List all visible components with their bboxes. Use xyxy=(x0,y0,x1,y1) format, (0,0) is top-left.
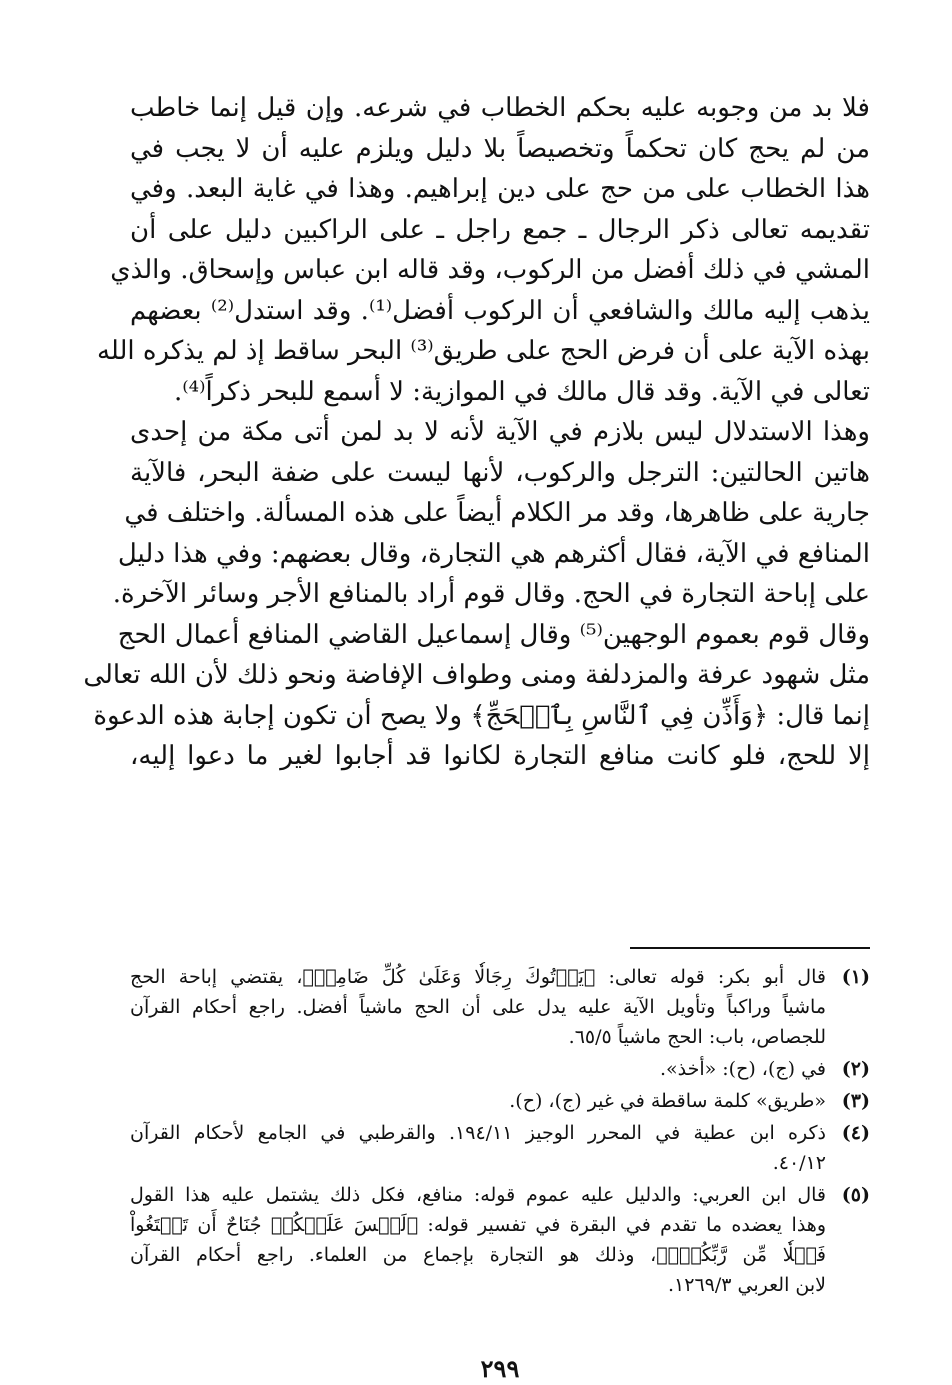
footnote-body xyxy=(130,1086,826,1116)
body-line: إنما قال: ﴿وَأَذِّن فِي ٱلنَّاسِ بِٱلۡحَجِّ﴾ ولا يصح أن تكون إجابة هذه الدعوة xyxy=(93,700,870,731)
footnotes xyxy=(130,962,870,1302)
body-line: بهذه الآية على أن فرض الحج على طريق⁽³⁾ البحر ساقط إذ لم يذكره الله xyxy=(96,336,870,366)
footnote xyxy=(130,962,870,1052)
body-line: فلا بد من وجوبه عليه بحكم الخطاب في شرعه. وإن قيل إنما خاطب xyxy=(130,93,870,123)
footnote-body xyxy=(130,1054,826,1084)
footnote-line: قال ابن العربي: والدليل عليه عموم قوله: منافع، فكل ذلك يشتمل عليه هذا القول xyxy=(130,1184,826,1206)
footnote-number: (٥) xyxy=(841,1184,870,1206)
footnote-line: وهذا يعضده ما تقدم في البقرة في تفسير قوله: ﴿لَيۡسَ عَلَيۡكُمۡ جُنَاحٌ أَن تَبۡتَغُواْ xyxy=(130,1214,826,1236)
body-line: إلا للحج، فلو كانت منافع التجارة لكانوا قد أجابوا لغير ما دعوا إليه، xyxy=(130,741,870,771)
footnote-divider xyxy=(630,947,870,949)
body-text xyxy=(83,88,871,777)
body-line: المنافع في الآية، فقال أكثرهم هي التجارة، وقال بعضهم: وفي هذا دليل xyxy=(117,538,870,569)
footnote-number: (٢) xyxy=(841,1058,870,1080)
footnote-line: للجصاص، باب: الحج ماشياً ٦٥/٥. xyxy=(568,1026,826,1048)
footnote-line: ذكره ابن عطية في المحرر الوجيز ١٩٤/١١. والقرطبي في الجامع لأحكام القرآن xyxy=(130,1122,826,1144)
page-number: ٢٩٩ xyxy=(480,1354,520,1383)
body-line: وقال قوم بعموم الوجهين⁽⁵⁾ وقال إسماعيل القاضي المنافع أعمال الحج xyxy=(117,619,870,650)
footnote-number: (٤) xyxy=(841,1122,870,1144)
footnote-number: (٣) xyxy=(841,1090,870,1112)
footnote-line: قال أبو بكر: قوله تعالى: ﴿يَأۡتُوكَ رِجَالٗا وَعَلَىٰ كُلِّ ضَامِرٖ﴾، يقتضي إباحة الحج xyxy=(130,966,826,988)
footnote-body xyxy=(130,1180,826,1300)
body-line: المشي في ذلك أفضل من الركوب، وقد قاله ابن عباس وإسحاق. والذي xyxy=(110,255,870,285)
footnote xyxy=(130,1118,870,1178)
footnote xyxy=(130,1180,870,1300)
body-line: يذهب إليه مالك والشافعي أن الركوب أفضل⁽¹⁾. وقد استدل⁽²⁾ بعضهم xyxy=(130,295,871,326)
body-line: وهذا الاستدلال ليس بلازم في الآية لأنه لا بد لمن أتى مكة من إحدى xyxy=(130,417,870,447)
body-line: تعالى في الآية. وقد قال مالك في الموازية: لا أسمع للبحر ذكراً⁽⁴⁾. xyxy=(174,376,870,407)
footnote xyxy=(130,1054,870,1084)
body-line: جارية على ظاهرها، وقد مر الكلام أيضاً على هذه المسألة. واختلف في xyxy=(124,498,870,528)
body-line: هذا الخطاب على من حج على دين إبراهيم. وهذا في غاية البعد. وفي xyxy=(130,174,870,204)
footnote xyxy=(130,1086,870,1116)
footnote-line: لابن العربي ١٢٦٩/٣. xyxy=(668,1274,826,1296)
body-line: تقديمه تعالى ذكر الرجال ـ جمع راجل ـ على الراكبين دليل على أن xyxy=(130,214,870,245)
body-line: مثل شهود عرفة والمزدلفة ومنى وطواف الإفاضة ونحو ذلك لأن الله تعالى xyxy=(83,660,870,690)
footnote-line: في (ج)، (ح): «أخذ». xyxy=(659,1058,826,1080)
footnote-line: فَضۡلٗا مِّن رَّبِّكُمۡۚ﴾، وذلك هو التجارة بإجماع من العلماء. راجع أحكام القرآن xyxy=(130,1244,826,1266)
footnote-number: (١) xyxy=(841,966,870,988)
body-line: من لم يحج كان تحكماً وتخصيصاً بلا دليل ويلزم عليه أن لا يجب في xyxy=(130,133,870,164)
footnote-line: ٤٠/١٢. xyxy=(772,1152,826,1174)
page xyxy=(83,88,871,1383)
footnote-line: ماشياً وراكباً وتأويل الآية عليه يدل على أن الحج ماشياً أفضل. راجع أحكام القرآن xyxy=(130,996,826,1018)
body-line: هاتين الحالتين: الترجل والركوب، لأنها ليست على ضفة البحر، فالآية xyxy=(130,457,870,488)
footnote-body xyxy=(130,1118,826,1178)
footnote-line: «طريق» كلمة ساقطة في غير (ج)، (ح). xyxy=(509,1090,826,1112)
footnote-body xyxy=(130,962,826,1052)
body-line: على إباحة التجارة في الحج. وقال قوم أراد بالمنافع الأجر وسائر الآخرة. xyxy=(112,579,870,609)
